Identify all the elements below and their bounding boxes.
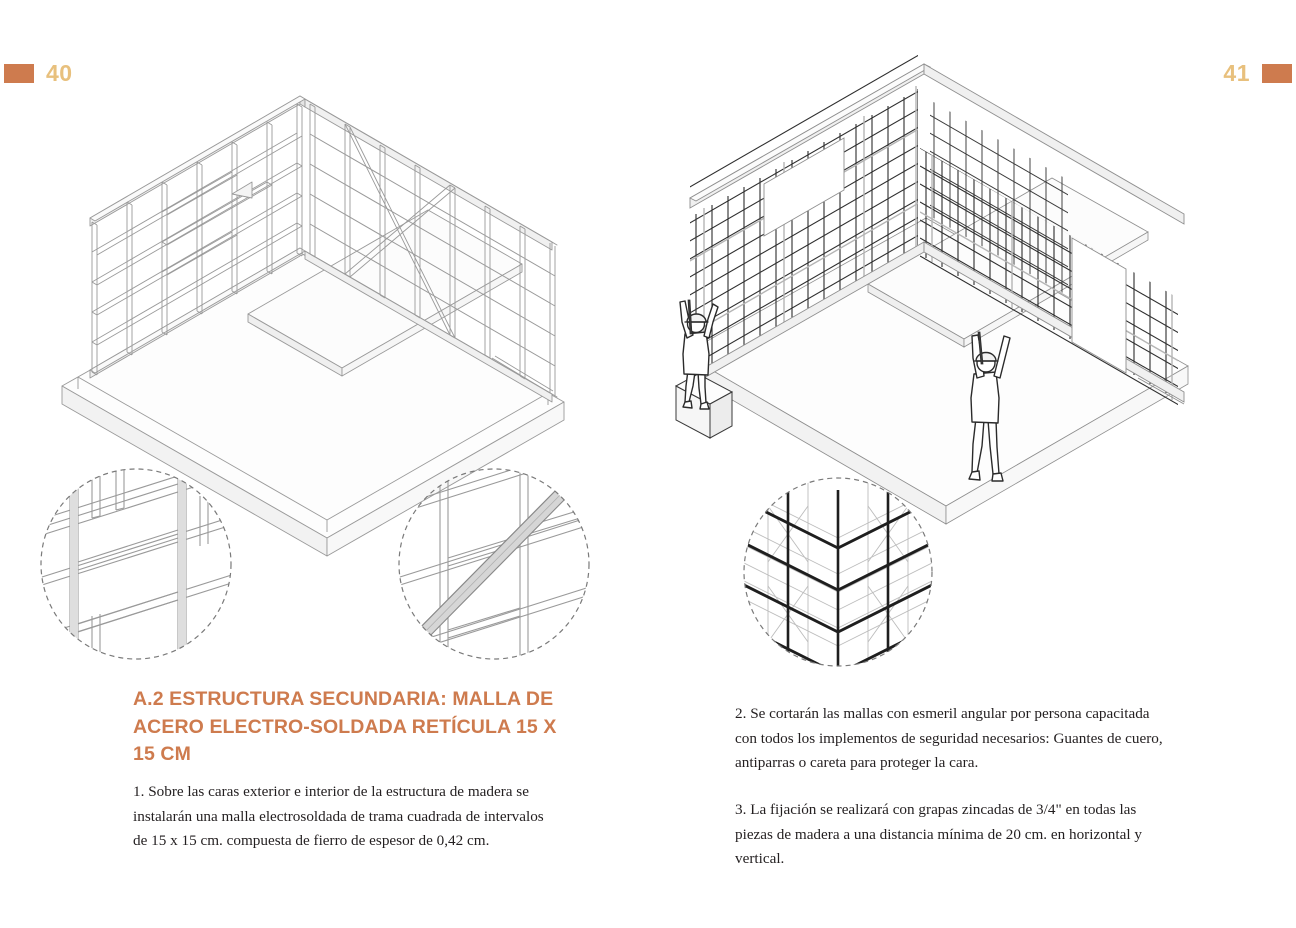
page-number-left: 40 [46,60,73,86]
paragraph-2: 2. Se cortarán las mallas con esmeril angular por persona capacitada con todos los implementos de seguridad necesarios: Guantes de cuero, antiparras o careta para proteger la cara. [735,705,1163,772]
folio-swatch-right-icon [1262,64,1292,83]
folio-left [4,62,73,85]
folio-right [1223,62,1292,85]
section-heading: A.2 ESTRUCTURA SECUNDARIA: MALLA DE ACERO ELECTRO-SOLDADA RETÍCULA 15 X 15 CM [133,688,557,766]
folio-swatch-left-icon [4,64,34,83]
detail-timber-frame-panel [30,466,242,662]
paragraph-3: 3. La fijación se realizará con grapas zincadas de 3/4" en todas las piezas de madera a una distancia mínima de 20 cm. en horizontal y vertical. [735,800,1142,868]
left-text-column [133,780,551,854]
paragraph-1: 1. Sobre las caras exterior e interior de la estructura de madera se instalarán una malla electrosoldada de trama cuadrada de intervalos de 15 x 15 cm. compuesta de fierro de espesor de 0,42 cm. [133,783,544,850]
isometric-mesh-installation [668,86,1208,506]
right-text-column [735,702,1163,872]
detail-diagonal-brace [388,466,600,662]
detail-mesh-corner [732,476,944,672]
isometric-timber-frame-structure [52,86,572,486]
page-number-right: 41 [1223,60,1250,86]
